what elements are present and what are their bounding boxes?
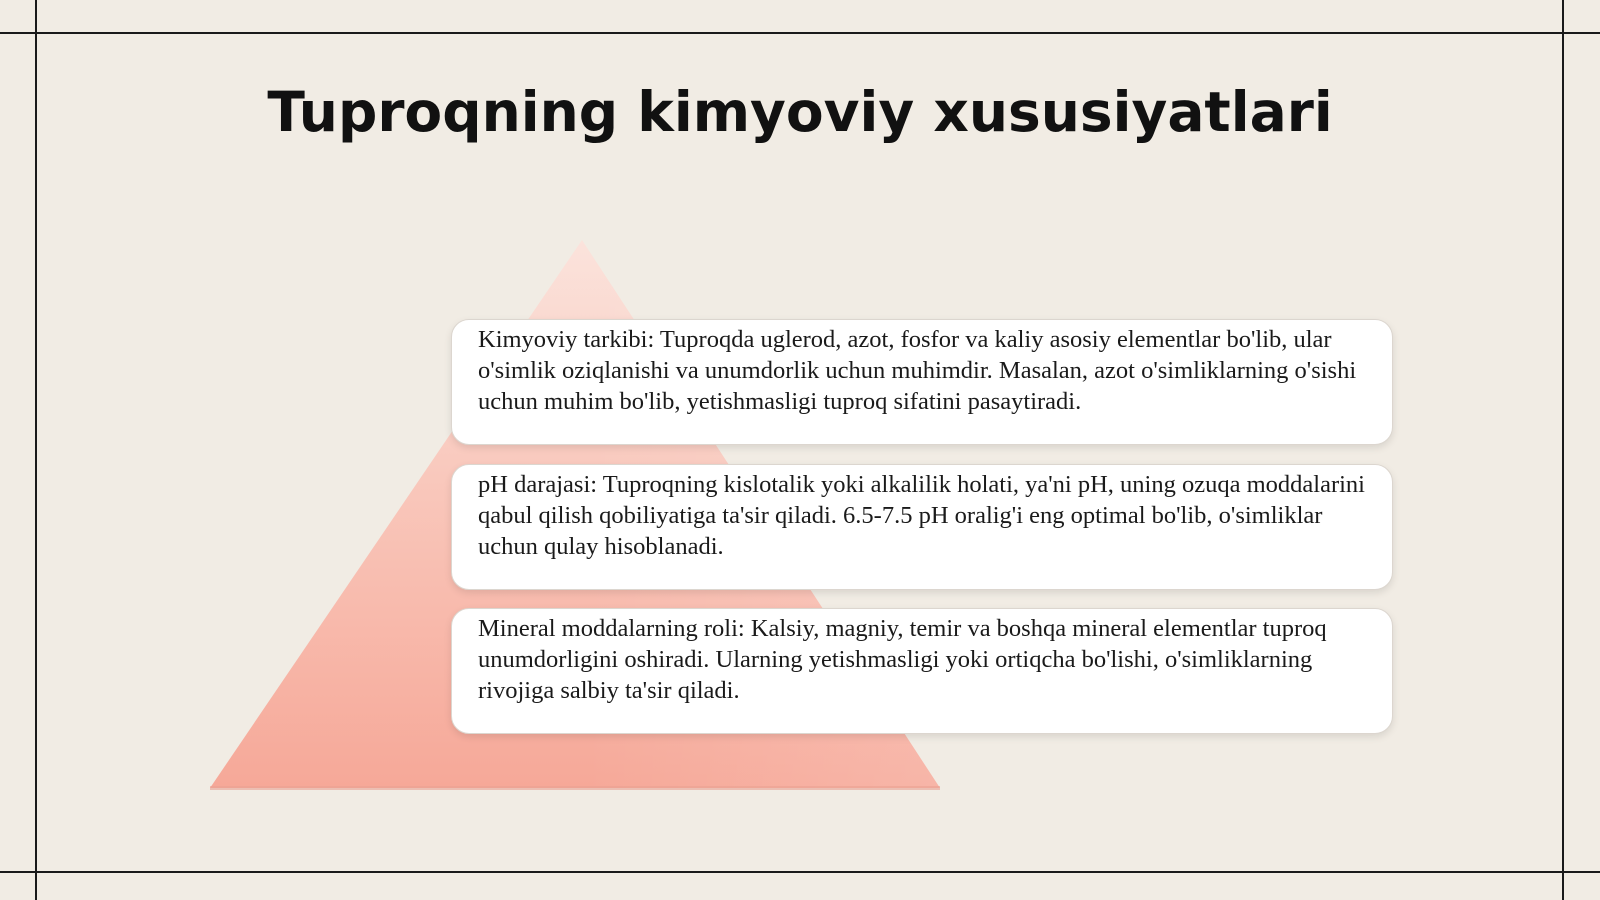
card-text: pH darajasi: Tuproqning kislotalik yoki alkalilik holati, ya'ni pH, uning ozuqa moddalarini qabul qilish qobiliyatiga ta'sir qiladi. 6.5-7.5 pH oralig'i eng optimal bo'lib, o'simliklar uchun qulay hisoblanadi. xyxy=(478,471,1365,560)
card-text: Kimyoviy tarkibi: Tuproqda uglerod, azot, fosfor va kaliy asosiy elementlar bo'lib, ular o'simlik oziqlanishi va unumdorlik uchun muhimdir. Masalan, azot o'simliklarning o'sishi uchun muhim bo'lib, yetishmasligi tuproq sifatini pasaytiradi. xyxy=(478,326,1357,415)
info-card-ph-level xyxy=(451,464,1393,590)
card-text: Mineral moddalarning roli: Kalsiy, magniy, temir va boshqa mineral elementlar tuproq unumdorligini oshiradi. Ularning yetishmasligi yoki ortiqcha bo'lishi, o'simliklarning rivojiga salbiy ta'sir qiladi. xyxy=(478,615,1327,704)
frame-line-bottom xyxy=(0,871,1600,873)
slide-title: Tuproqning kimyoviy xususiyatlari xyxy=(267,80,1333,144)
info-card-minerals-role xyxy=(451,608,1393,734)
info-card-chemical-composition xyxy=(451,319,1393,445)
frame-line-top xyxy=(0,32,1600,34)
